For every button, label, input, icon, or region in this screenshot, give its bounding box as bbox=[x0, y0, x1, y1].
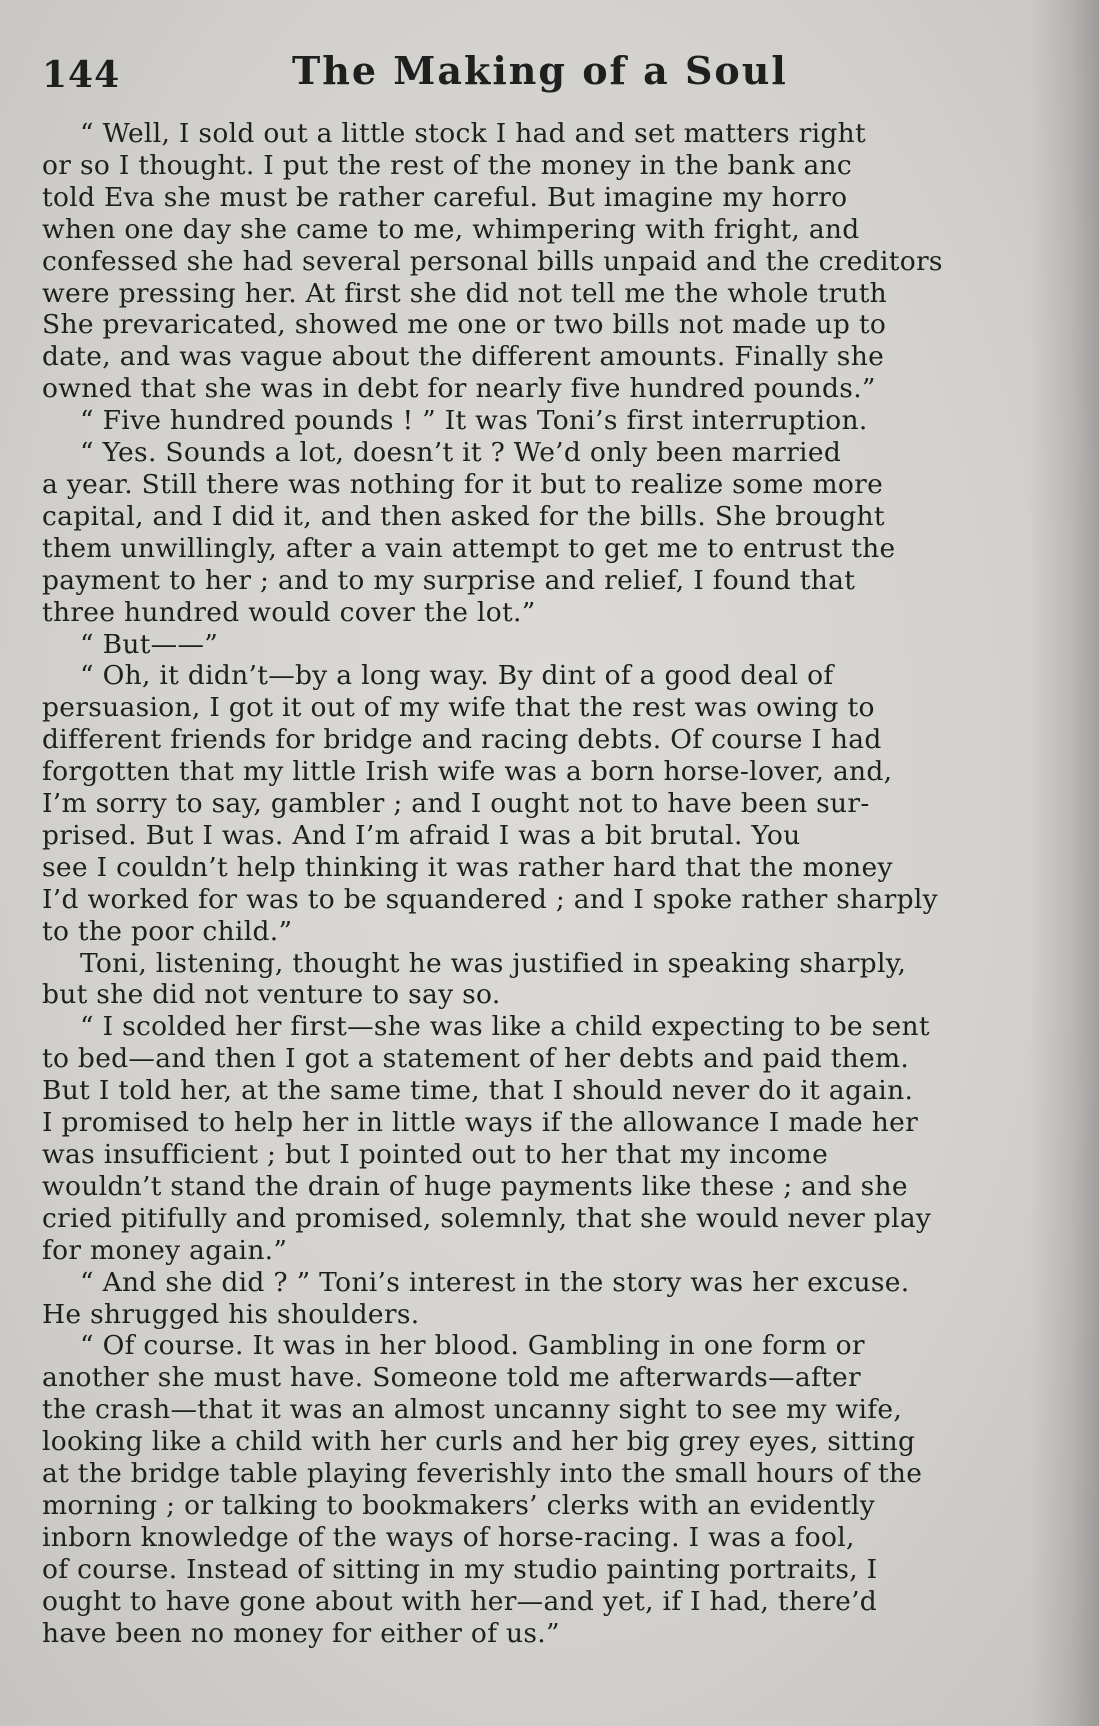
text-line: wouldn’t stand the drain of huge payments like these ; and she bbox=[42, 1170, 908, 1202]
text-line: or so I thought. I put the rest of the money in the bank anc bbox=[42, 149, 853, 181]
text-line: “ I scolded her first—she was like a child expecting to be sent bbox=[80, 1011, 930, 1043]
text-line: was insufficient ; but I pointed out to her that my income bbox=[42, 1139, 829, 1170]
text-line: But I told her, at the same time, that I should never do it again. bbox=[42, 1075, 914, 1107]
text-line: but she did not venture to say so. bbox=[42, 979, 501, 1011]
text-line: “ Yes. Sounds a lot, doesn’t it ? We’d only been married bbox=[80, 437, 842, 469]
text-line: capital, and I did it, and then asked for the bills. She brought bbox=[42, 500, 885, 532]
text-line: forgotten that my little Irish wife was a born horse-lover, and, bbox=[42, 756, 893, 788]
text-line: to bed—and then I got a statement of her debts and paid them. bbox=[42, 1043, 910, 1075]
text-line: for money again.” bbox=[42, 1234, 288, 1266]
text-line: “ Well, I sold out a little stock I had and set matters right bbox=[80, 118, 866, 149]
text-line: three hundred would cover the lot.” bbox=[42, 596, 536, 628]
text-line: inborn knowledge of the ways of horse-racing. I was a fool, bbox=[42, 1521, 855, 1553]
text-line: “ But——” bbox=[80, 628, 219, 660]
text-line: told Eva she must be rather careful. But imagine my horro bbox=[42, 181, 848, 213]
page-header bbox=[42, 48, 1042, 108]
body-text bbox=[42, 118, 1052, 1650]
text-line: “ Of course. It was in her blood. Gambling in one form or bbox=[80, 1330, 865, 1362]
text-line: different friends for bridge and racing debts. Of course I had bbox=[42, 724, 882, 756]
page-number: 144 bbox=[42, 54, 121, 96]
text-line: looking like a child with her curls and her big grey eyes, sitting bbox=[42, 1426, 916, 1458]
text-line: payment to her ; and to my surprise and relief, I found that bbox=[42, 564, 856, 596]
text-line: He shrugged his shoulders. bbox=[42, 1298, 420, 1330]
text-line: cried pitifully and promised, solemnly, that she would never play bbox=[42, 1202, 932, 1234]
text-line: ought to have gone about with her—and yet, if I had, there’d bbox=[42, 1585, 878, 1617]
text-line: morning ; or talking to bookmakers’ clerks with an evidently bbox=[42, 1489, 876, 1521]
text-line: have been no money for either of us.” bbox=[42, 1617, 560, 1649]
text-line: owned that she was in debt for nearly five hundred pounds.” bbox=[42, 373, 876, 405]
text-line: when one day she came to me, whimpering with fright, and bbox=[42, 213, 860, 245]
text-line: at the bridge table playing feverishly into the small hours of the bbox=[42, 1458, 923, 1490]
text-line: confessed she had several personal bills unpaid and the creditors bbox=[42, 245, 943, 277]
text-line: date, and was vague about the different amounts. Finally she bbox=[42, 341, 885, 373]
text-line: of course. Instead of sitting in my studio painting portraits, I bbox=[42, 1553, 878, 1585]
text-line: “ Oh, it didn’t—by a long way. By dint of a good deal of bbox=[80, 660, 834, 692]
text-line: another she must have. Someone told me afterwards—after bbox=[42, 1362, 861, 1394]
text-line: I promised to help her in little ways if the allowance I made her bbox=[42, 1107, 919, 1139]
text-line: I’m sorry to say, gambler ; and I ought not to have been sur- bbox=[42, 788, 870, 820]
text-line: “ Five hundred pounds ! ” It was Toni’s first interruption. bbox=[80, 405, 868, 437]
text-line: were pressing her. At first she did not tell me the whole truth bbox=[42, 277, 888, 309]
text-line: Toni, listening, thought he was justified in speaking sharply, bbox=[80, 947, 907, 979]
text-line: the crash—that it was an almost uncanny sight to see my wife, bbox=[42, 1394, 903, 1426]
text-line: “ And she did ? ” Toni’s interest in the story was her excuse. bbox=[80, 1266, 910, 1298]
text-line: a year. Still there was nothing for it but to realize some more bbox=[42, 468, 884, 500]
text-line: see I couldn’t help thinking it was rather hard that the money bbox=[42, 851, 893, 883]
text-line: I’d worked for was to be squandered ; and I spoke rather sharply bbox=[42, 883, 938, 915]
text-line: them unwillingly, after a vain attempt to get me to entrust the bbox=[42, 532, 896, 564]
text-line: persuasion, I got it out of my wife that the rest was owing to bbox=[42, 692, 875, 724]
text-line: She prevaricated, showed me one or two bills not made up to bbox=[42, 309, 887, 341]
text-line: to the poor child.” bbox=[42, 915, 293, 947]
running-title: The Making of a Soul bbox=[292, 48, 788, 93]
text-line: prised. But I was. And I’m afraid I was a bit brutal. You bbox=[42, 819, 801, 851]
